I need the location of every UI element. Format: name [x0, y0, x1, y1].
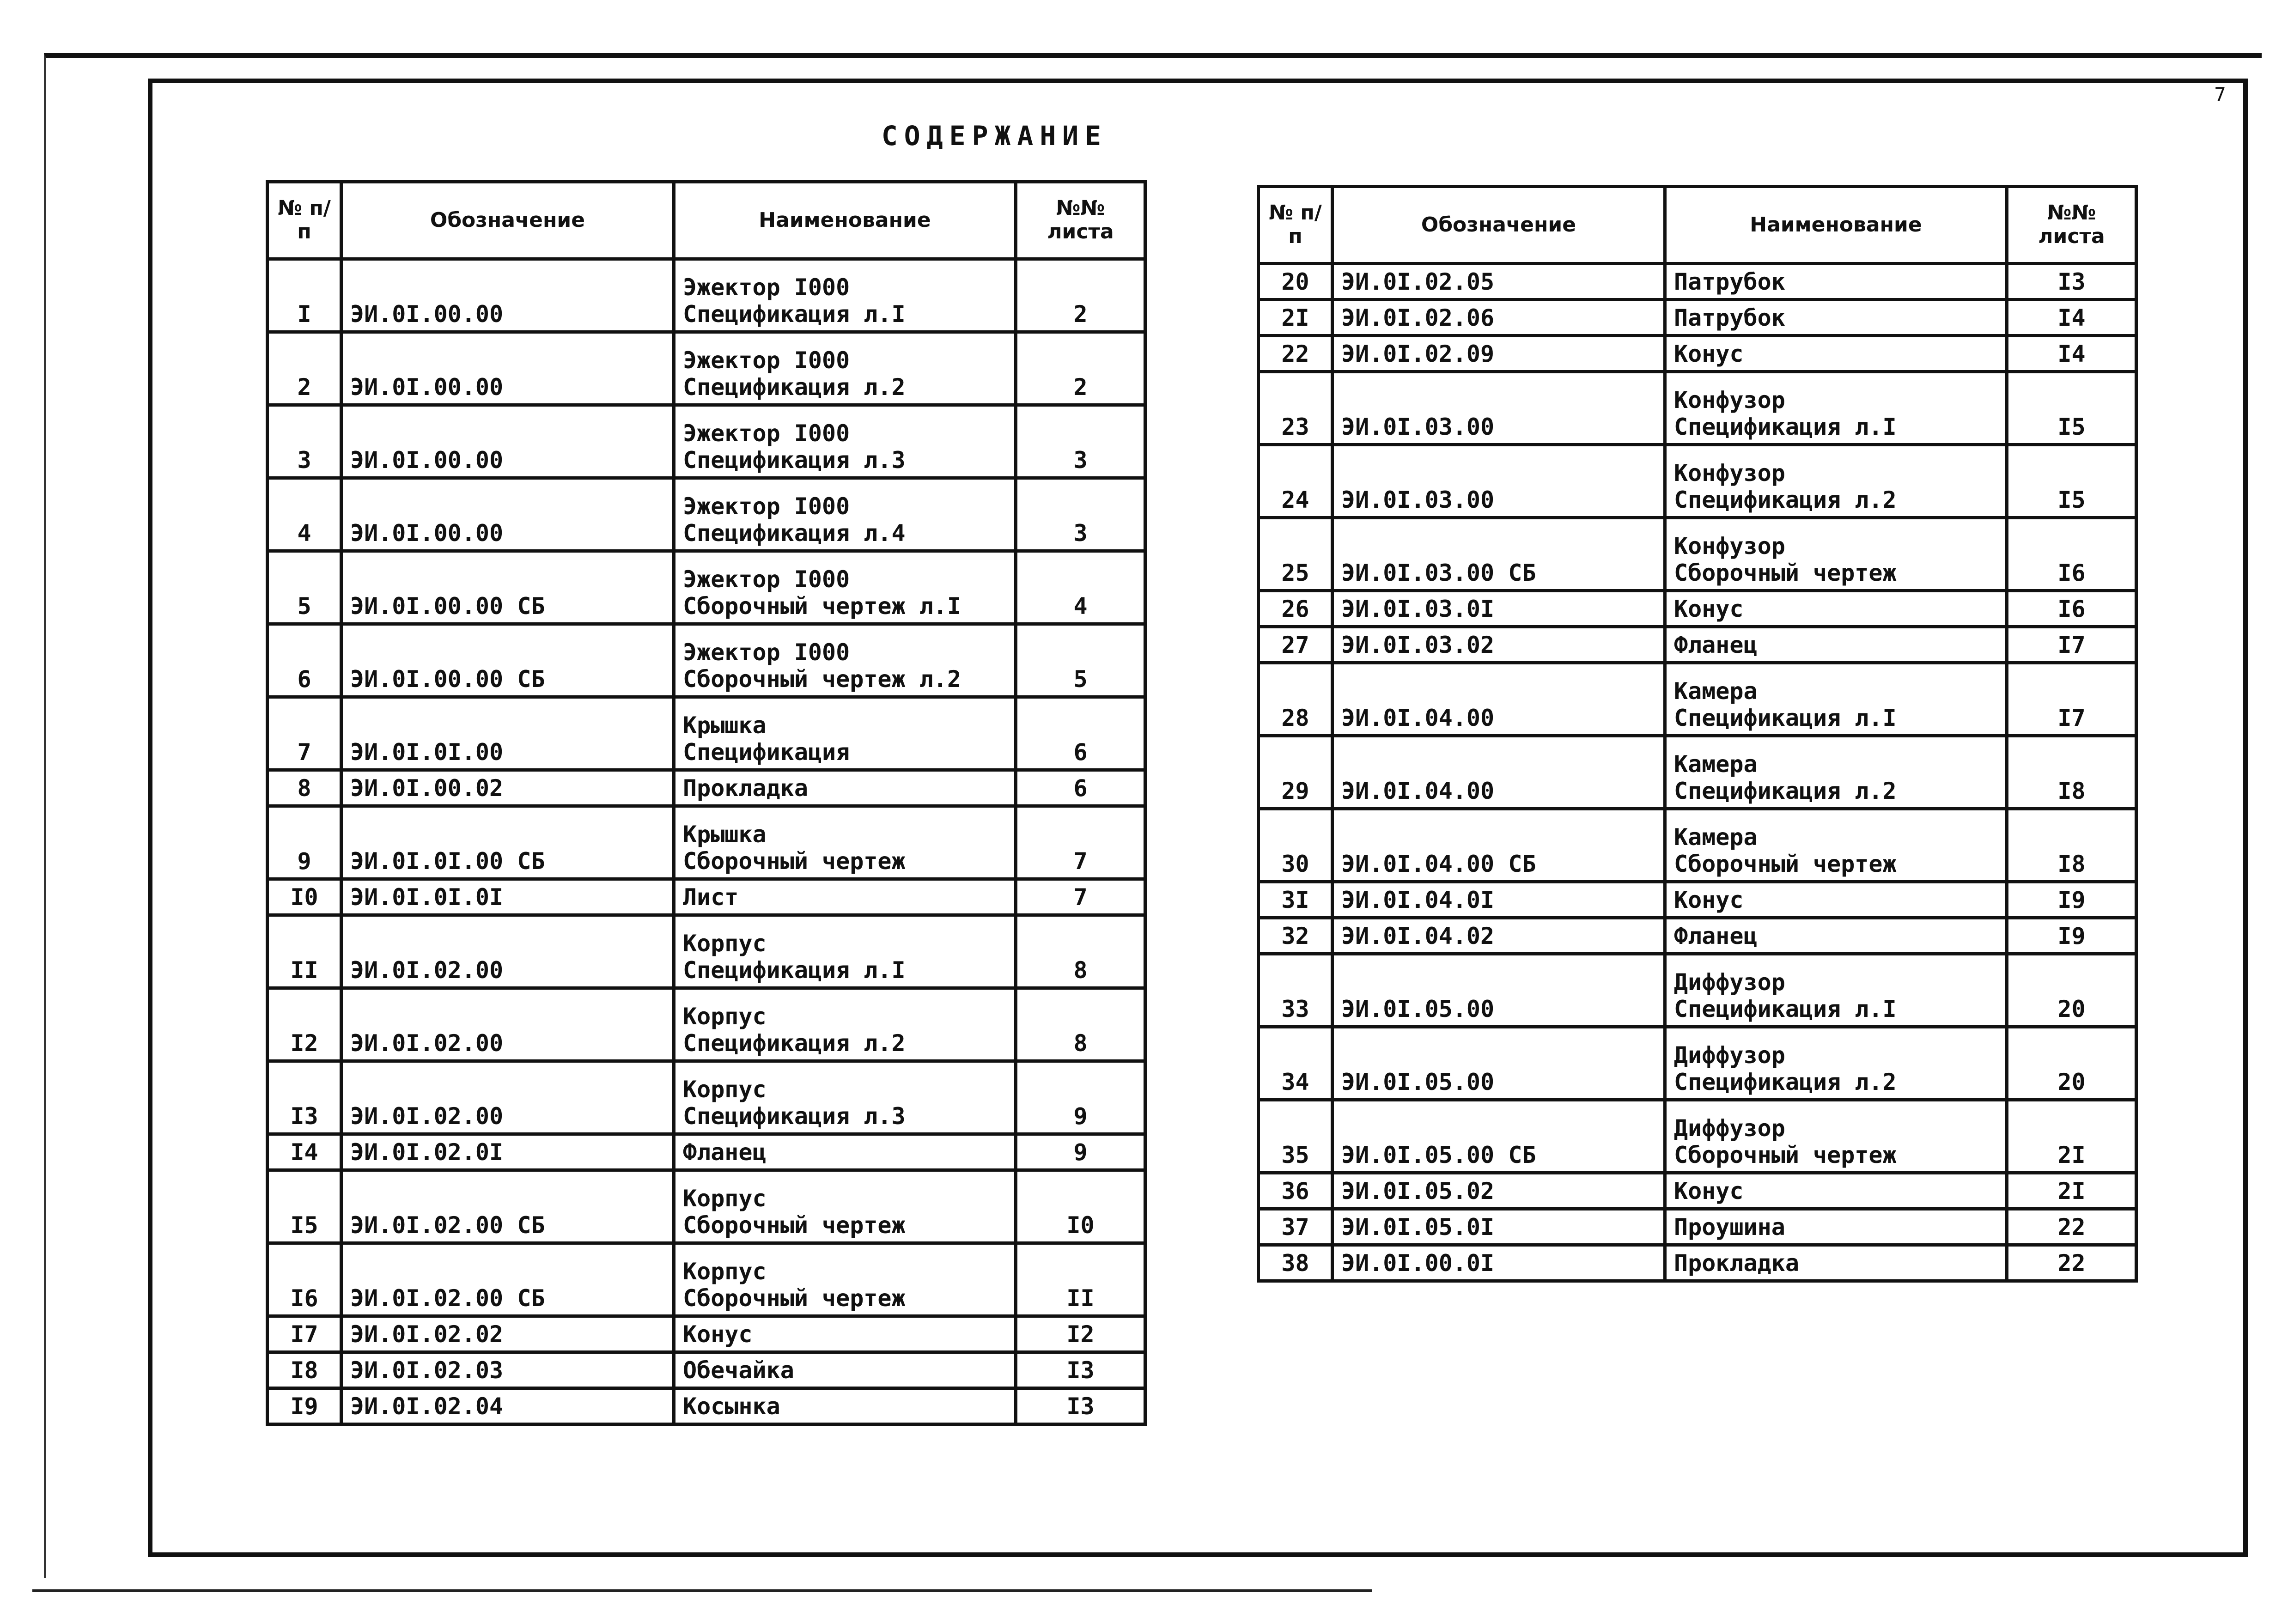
row-name: Камера Спецификация л.2 [1665, 736, 2007, 809]
row-sheet: 2 [1016, 332, 1145, 405]
row-name: Крышка Сборочный чертеж [674, 806, 1016, 879]
row-number: 4 [268, 478, 341, 551]
row-sheet: I8 [2007, 809, 2136, 882]
header-row [268, 182, 1145, 259]
table-row [268, 405, 1145, 478]
table-row [1259, 627, 2136, 663]
row-number: I2 [268, 988, 341, 1061]
row-sheet: I3 [1016, 1352, 1145, 1388]
row-sheet: 8 [1016, 988, 1145, 1061]
row-designation: ЭИ.0I.04.0I [1333, 882, 1665, 918]
row-designation: ЭИ.0I.03.00 [1333, 445, 1665, 518]
row-designation: ЭИ.0I.00.0I [1333, 1245, 1665, 1281]
row-sheet: 9 [1016, 1061, 1145, 1134]
table-row [1259, 918, 2136, 954]
row-designation: ЭИ.0I.02.03 [341, 1352, 674, 1388]
row-designation: ЭИ.0I.04.00 СБ [1333, 809, 1665, 882]
table-row [268, 478, 1145, 551]
table-row [268, 988, 1145, 1061]
row-sheet: I7 [2007, 663, 2136, 736]
row-name: Камера Спецификация л.I [1665, 663, 2007, 736]
row-designation: ЭИ.0I.05.00 [1333, 954, 1665, 1027]
row-name: Патрубок [1665, 300, 2007, 336]
row-name: Обечайка [674, 1352, 1016, 1388]
row-number: 38 [1259, 1245, 1333, 1281]
row-designation: ЭИ.0I.04.00 [1333, 663, 1665, 736]
row-name: Конус [1665, 1173, 2007, 1209]
row-name: Диффузор Сборочный чертеж [1665, 1100, 2007, 1173]
row-designation: ЭИ.0I.05.02 [1333, 1173, 1665, 1209]
table-row [1259, 809, 2136, 882]
row-sheet: II [1016, 1243, 1145, 1316]
row-designation: ЭИ.0I.02.06 [1333, 300, 1665, 336]
row-sheet: 22 [2007, 1245, 2136, 1281]
row-number: I7 [268, 1316, 341, 1352]
table-row [268, 697, 1145, 770]
row-name: Корпус Спецификация л.3 [674, 1061, 1016, 1134]
row-name: Конфузор Спецификация л.I [1665, 372, 2007, 445]
row-name: Корпус Сборочный чертеж [674, 1243, 1016, 1316]
row-designation: ЭИ.0I.00.00 [341, 478, 674, 551]
table-row [268, 1243, 1145, 1316]
row-sheet: I6 [2007, 591, 2136, 627]
row-name: Корпус Спецификация л.I [674, 915, 1016, 988]
row-designation: ЭИ.0I.00.02 [341, 770, 674, 806]
row-designation: ЭИ.0I.02.00 СБ [341, 1170, 674, 1243]
header-row [1259, 187, 2136, 264]
row-designation: ЭИ.0I.02.04 [341, 1388, 674, 1424]
row-sheet: I4 [2007, 336, 2136, 372]
row-sheet: 6 [1016, 697, 1145, 770]
row-number: I9 [268, 1388, 341, 1424]
row-designation: ЭИ.0I.02.00 СБ [341, 1243, 674, 1316]
row-number: 37 [1259, 1209, 1333, 1245]
row-sheet: 20 [2007, 954, 2136, 1027]
page-number: 7 [2214, 83, 2226, 106]
row-sheet: I2 [1016, 1316, 1145, 1352]
row-number: 22 [1259, 336, 1333, 372]
row-sheet: 3 [1016, 478, 1145, 551]
table-row [268, 1316, 1145, 1352]
row-sheet: I3 [1016, 1388, 1145, 1424]
row-number: I4 [268, 1134, 341, 1170]
row-number: 20 [1259, 264, 1333, 300]
header-designation: Обозначение [1333, 187, 1665, 264]
row-sheet: 2I [2007, 1173, 2136, 1209]
row-designation: ЭИ.0I.04.00 [1333, 736, 1665, 809]
row-name: Конус [674, 1316, 1016, 1352]
contents-table-right-body [1259, 264, 2136, 1281]
row-number: 25 [1259, 518, 1333, 591]
row-sheet: 9 [1016, 1134, 1145, 1170]
row-sheet: 6 [1016, 770, 1145, 806]
table-row [1259, 591, 2136, 627]
row-number: II [268, 915, 341, 988]
row-name: Лист [674, 879, 1016, 915]
row-sheet: 7 [1016, 806, 1145, 879]
row-number: 5 [268, 551, 341, 624]
row-number: 9 [268, 806, 341, 879]
table-row [1259, 1100, 2136, 1173]
table-row [268, 806, 1145, 879]
table-row [268, 770, 1145, 806]
header-name: Наименование [674, 182, 1016, 259]
row-designation: ЭИ.0I.02.09 [1333, 336, 1665, 372]
row-number: 3 [268, 405, 341, 478]
table-row [1259, 518, 2136, 591]
table-row [268, 1134, 1145, 1170]
row-designation: ЭИ.0I.05.00 [1333, 1027, 1665, 1100]
row-sheet: I7 [2007, 627, 2136, 663]
row-name: Эжектор I000 Спецификация л.2 [674, 332, 1016, 405]
bottom-rule [32, 1589, 1372, 1592]
row-number: 34 [1259, 1027, 1333, 1100]
row-designation: ЭИ.0I.05.0I [1333, 1209, 1665, 1245]
row-number: 8 [268, 770, 341, 806]
table-row [1259, 445, 2136, 518]
row-sheet: 7 [1016, 879, 1145, 915]
row-name: Конус [1665, 336, 2007, 372]
row-name: Конфузор Сборочный чертеж [1665, 518, 2007, 591]
table-row [268, 1061, 1145, 1134]
header-sheet: №№ листа [1016, 182, 1145, 259]
row-name: Диффузор Спецификация л.2 [1665, 1027, 2007, 1100]
row-sheet: 8 [1016, 915, 1145, 988]
row-designation: ЭИ.0I.00.00 [341, 405, 674, 478]
header-num: № п/п [268, 182, 341, 259]
table-row [1259, 264, 2136, 300]
header-sheet: №№ листа [2007, 187, 2136, 264]
row-designation: ЭИ.0I.03.02 [1333, 627, 1665, 663]
row-sheet: 2I [2007, 1100, 2136, 1173]
row-designation: ЭИ.0I.03.0I [1333, 591, 1665, 627]
row-designation: ЭИ.0I.00.00 [341, 332, 674, 405]
page-title-text: СОДЕРЖАНИЕ [881, 120, 1108, 152]
row-name: Проушина [1665, 1209, 2007, 1245]
row-sheet: I6 [2007, 518, 2136, 591]
row-designation: ЭИ.0I.03.00 [1333, 372, 1665, 445]
row-sheet: I9 [2007, 918, 2136, 954]
row-designation: ЭИ.0I.02.00 [341, 1061, 674, 1134]
row-sheet: I9 [2007, 882, 2136, 918]
row-designation: ЭИ.0I.03.00 СБ [1333, 518, 1665, 591]
table-row [1259, 736, 2136, 809]
row-sheet: 5 [1016, 624, 1145, 697]
row-sheet: 20 [2007, 1027, 2136, 1100]
table-row [1259, 882, 2136, 918]
row-name: Прокладка [1665, 1245, 2007, 1281]
contents-table-left [266, 180, 1147, 1426]
row-number: 2I [1259, 300, 1333, 336]
row-designation: ЭИ.0I.00.00 СБ [341, 624, 674, 697]
row-designation: ЭИ.0I.02.05 [1333, 264, 1665, 300]
table-row [1259, 336, 2136, 372]
row-name: Конфузор Спецификация л.2 [1665, 445, 2007, 518]
table-row [1259, 1245, 2136, 1281]
header-name: Наименование [1665, 187, 2007, 264]
row-designation: ЭИ.0I.00.00 [341, 259, 674, 332]
row-number: 27 [1259, 627, 1333, 663]
row-number: 26 [1259, 591, 1333, 627]
row-number: 29 [1259, 736, 1333, 809]
table-row [268, 1388, 1145, 1424]
row-number: 24 [1259, 445, 1333, 518]
row-designation: ЭИ.0I.02.00 [341, 915, 674, 988]
page-title [0, 120, 2294, 152]
row-sheet: 3 [1016, 405, 1145, 478]
table-row [268, 551, 1145, 624]
row-designation: ЭИ.0I.02.00 [341, 988, 674, 1061]
table-row [1259, 300, 2136, 336]
row-name: Прокладка [674, 770, 1016, 806]
row-number: 28 [1259, 663, 1333, 736]
row-name: Эжектор I000 Сборочный чертеж л.2 [674, 624, 1016, 697]
contents-table-right [1257, 185, 2138, 1283]
row-sheet: 2 [1016, 259, 1145, 332]
row-name: Фланец [1665, 627, 2007, 663]
table-row [268, 915, 1145, 988]
row-name: Фланец [674, 1134, 1016, 1170]
row-name: Эжектор I000 Сборочный чертеж л.I [674, 551, 1016, 624]
row-name: Корпус Спецификация л.2 [674, 988, 1016, 1061]
row-number: 3I [1259, 882, 1333, 918]
row-designation: ЭИ.0I.05.00 СБ [1333, 1100, 1665, 1173]
row-designation: ЭИ.0I.0I.00 СБ [341, 806, 674, 879]
row-name: Патрубок [1665, 264, 2007, 300]
row-designation: ЭИ.0I.04.02 [1333, 918, 1665, 954]
row-sheet: 4 [1016, 551, 1145, 624]
table-row [268, 624, 1145, 697]
row-sheet: I8 [2007, 736, 2136, 809]
row-name: Эжектор I000 Спецификация л.I [674, 259, 1016, 332]
row-sheet: I5 [2007, 445, 2136, 518]
header-num: № п/п [1259, 187, 1333, 264]
row-name: Диффузор Спецификация л.I [1665, 954, 2007, 1027]
row-number: I [268, 259, 341, 332]
row-number: I8 [268, 1352, 341, 1388]
table-row [268, 879, 1145, 915]
row-designation: ЭИ.0I.02.0I [341, 1134, 674, 1170]
row-sheet: I3 [2007, 264, 2136, 300]
row-name: Крышка Спецификация [674, 697, 1016, 770]
row-designation: ЭИ.0I.00.00 СБ [341, 551, 674, 624]
table-row [1259, 663, 2136, 736]
table-row [268, 1352, 1145, 1388]
row-name: Эжектор I000 Спецификация л.3 [674, 405, 1016, 478]
row-name: Косынка [674, 1388, 1016, 1424]
row-name: Конус [1665, 591, 2007, 627]
row-number: 36 [1259, 1173, 1333, 1209]
row-sheet: 22 [2007, 1209, 2136, 1245]
row-number: 7 [268, 697, 341, 770]
row-number: 6 [268, 624, 341, 697]
row-number: 32 [1259, 918, 1333, 954]
contents-table-left-body [268, 259, 1145, 1424]
table-row [1259, 1209, 2136, 1245]
row-number: 35 [1259, 1100, 1333, 1173]
table-row [1259, 1027, 2136, 1100]
row-number: I5 [268, 1170, 341, 1243]
row-number: I0 [268, 879, 341, 915]
table-row [1259, 372, 2136, 445]
table-row [1259, 954, 2136, 1027]
row-name: Эжектор I000 Спецификация л.4 [674, 478, 1016, 551]
row-designation: ЭИ.0I.02.02 [341, 1316, 674, 1352]
header-designation: Обозначение [341, 182, 674, 259]
row-name: Конус [1665, 882, 2007, 918]
row-name: Фланец [1665, 918, 2007, 954]
row-name: Камера Сборочный чертеж [1665, 809, 2007, 882]
table-row [268, 332, 1145, 405]
table-row [268, 259, 1145, 332]
table-row [268, 1170, 1145, 1243]
row-number: 2 [268, 332, 341, 405]
row-number: 23 [1259, 372, 1333, 445]
row-designation: ЭИ.0I.0I.00 [341, 697, 674, 770]
row-number: I6 [268, 1243, 341, 1316]
row-sheet: I5 [2007, 372, 2136, 445]
row-sheet: I0 [1016, 1170, 1145, 1243]
row-name: Корпус Сборочный чертеж [674, 1170, 1016, 1243]
row-designation: ЭИ.0I.0I.0I [341, 879, 674, 915]
table-row [1259, 1173, 2136, 1209]
row-sheet: I4 [2007, 300, 2136, 336]
row-number: 33 [1259, 954, 1333, 1027]
row-number: 30 [1259, 809, 1333, 882]
row-number: I3 [268, 1061, 341, 1134]
